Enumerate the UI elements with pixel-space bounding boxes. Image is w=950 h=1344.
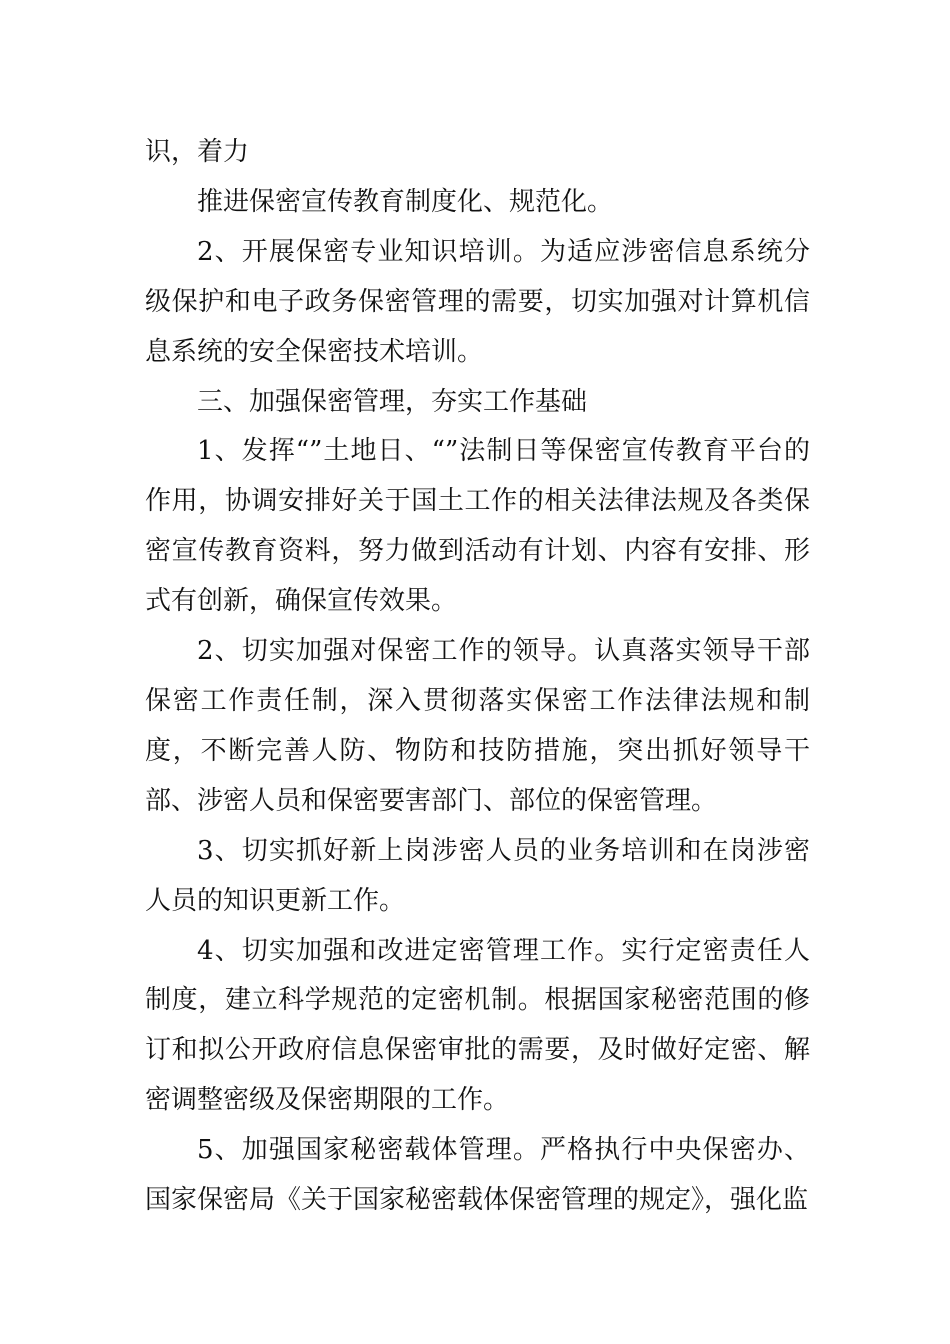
paragraph-continuation: 识，着力 bbox=[145, 137, 250, 167]
paragraph-classification-management: 4、切实加强和改进定密管理工作。实行定密责任人制度，建立科学规范的定密机制。根据国家秘密范围的修订和拟公开政府信息保密审批的需要，及时做好定密、解密调整密级及保密期限的工作。 bbox=[145, 935, 810, 1116]
paragraph-leadership: 2、切实加强对保密工作的领导。认真落实领导干部保密工作责任制，深入贯彻落实保密工作法律法规和制度，不断完善人防、物防和技防措施，突出抓好领导干部、涉密人员和保密要害部门、部位的保密管理。 bbox=[145, 636, 810, 816]
paragraph-new-staff-training: 3、切实抓好新上岗涉密人员的业务培训和在岗涉密人员的知识更新工作。 bbox=[145, 835, 810, 916]
paragraph-professional-training: 2、开展保密专业知识培训。为适应涉密信息系统分级保护和电子政务保密管理的需要，切实加强对计算机信息系统的安全保密技术培训。 bbox=[145, 236, 810, 367]
paragraph-publicity-platform: 1、发挥“”土地日、“”法制日等保密宣传教育平台的作用，协调安排好关于国土工作的相关法律法规及各类保密宣传教育资料，努力做到活动有计划、内容有安排、形式有创新，确保宣传效果。 bbox=[145, 436, 810, 617]
section-heading-strengthen-management: 三、加强保密管理，夯实工作基础 bbox=[197, 386, 588, 417]
paragraph-carrier-management: 5、加强国家秘密载体管理。严格执行中央保密办、国家保密局《关于国家秘密载体保密管理的规定》，强化监 bbox=[145, 1135, 810, 1216]
paragraph-publicity-institutionalization: 推进保密宣传教育制度化、规范化。 bbox=[197, 186, 614, 217]
document-body bbox=[145, 128, 810, 1226]
